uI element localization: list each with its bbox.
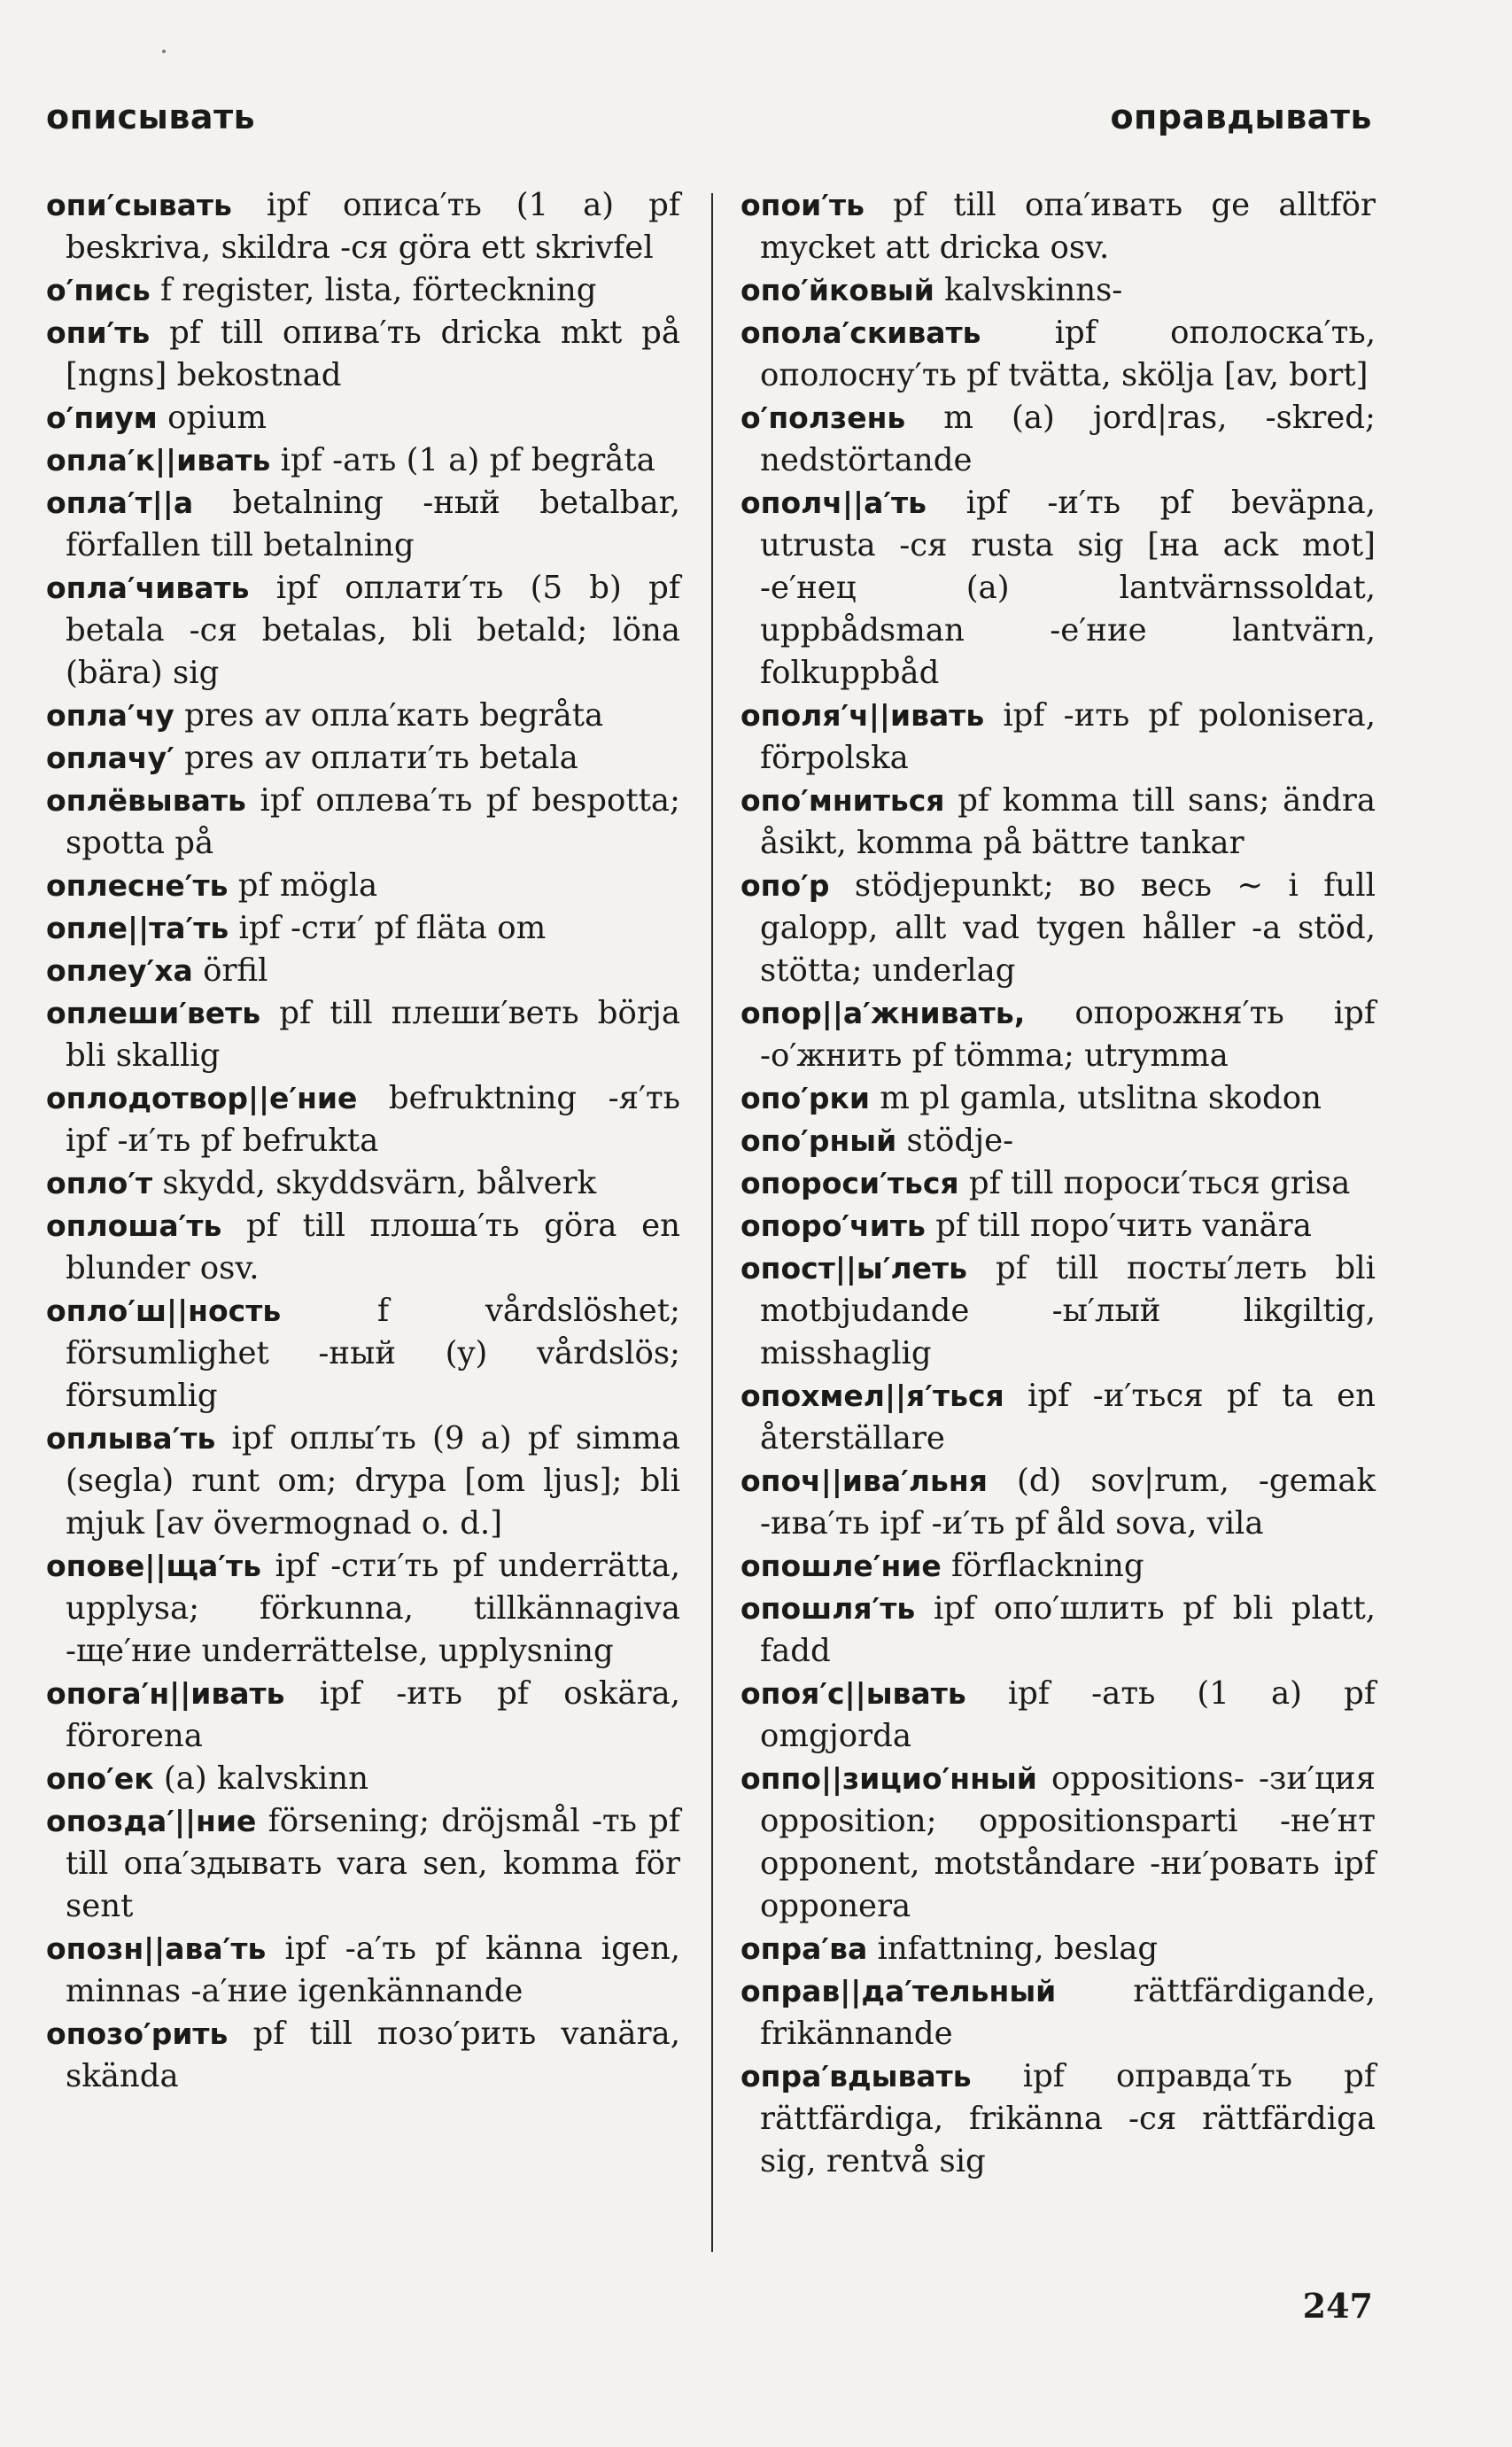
headword: опла′чу bbox=[46, 698, 174, 733]
entry-left-7: опла′чивать ipf оплати′ть (5 b) pf betala -ся betalas, bli betald; löna (bära) sig bbox=[46, 570, 680, 691]
entry-right-12: опороси′ться pf till пороси′ться grisa bbox=[740, 1165, 1351, 1201]
headword: оплеу′ха bbox=[46, 953, 193, 988]
headword: опозда′||ние bbox=[46, 1804, 257, 1838]
entry-left-23: опозда′||ние försening; dröjsmål -ть pf till опа′здывать vara sen, komma för sent bbox=[46, 1803, 680, 1924]
entry-left-22: опо′ек (a) kalvskinn bbox=[46, 1760, 368, 1797]
entry-right-10: опо′рки m pl gamla, utslitna skodon bbox=[740, 1080, 1322, 1116]
headword: о′пись bbox=[46, 273, 151, 307]
headword: опо′рный bbox=[740, 1123, 897, 1158]
headword: о′пиум bbox=[46, 400, 158, 435]
entry-left-8: опла′чу pres av опла′кать begråta bbox=[46, 697, 604, 734]
entry-left-24: опозн||ава′ть ipf -а′ть pf känna igen, minnas -а′ние igenkännande bbox=[46, 1930, 680, 2009]
headword: опи′сывать bbox=[46, 188, 232, 222]
left-column bbox=[46, 184, 680, 2098]
headword: опои′ть bbox=[740, 188, 865, 222]
entry-right-1: опои′ть pf till опа′ивать ge alltför mycket att dricka osv. bbox=[740, 187, 1376, 266]
headword: опохмел||я′ться bbox=[740, 1379, 1004, 1413]
entry-left-4: о′пиум opium bbox=[46, 400, 268, 436]
headword: оплёвывать bbox=[46, 783, 246, 818]
headword: опошля′ть bbox=[740, 1591, 916, 1626]
headword: оппо||зицио′нный bbox=[740, 1761, 1037, 1796]
entry-left-18: оплo′ш||ность f vårdslöshet; försumlighet -ный (y) vårdslös; försumlig bbox=[46, 1293, 680, 1414]
entry-right-14: опост||ы′леть pf till посты′леть bli motbjudande -ы′лый likgiltig, misshaglig bbox=[740, 1250, 1376, 1371]
entry-right-9: опор||а′жнивать, опорожня′ть ipf -о′жнить pf tömma; utrymma bbox=[740, 995, 1376, 1074]
entry-right-21: опра′ва infattning, beslag bbox=[740, 1930, 1159, 1967]
entry-right-6: ополя′ч||ивать ipf -ить pf polonisera, förpolska bbox=[740, 697, 1376, 776]
entry-right-2: опо′йковый kalvskinns- bbox=[740, 272, 1123, 308]
entry-left-12: опле||та′ть ipf -сти′ pf fläta om bbox=[46, 910, 547, 946]
headword: опор||а′жнивать, bbox=[740, 996, 1026, 1030]
entry-right-18: опошля′ть ipf опо′шлить pf bli platt, fadd bbox=[740, 1590, 1376, 1669]
headword: оплo′ш||ность bbox=[46, 1293, 282, 1328]
entry-left-16: оплo′т skydd, skyddsvärn, bålverk bbox=[46, 1165, 597, 1201]
entry-left-25: опозо′рить pf till позо′рить vanära, skända bbox=[46, 2016, 680, 2094]
headword: опра′ва bbox=[740, 1931, 868, 1966]
headword: ополя′ч||ивать bbox=[740, 698, 985, 733]
headword: опи′ть bbox=[46, 315, 151, 350]
headword: оплеши′веть bbox=[46, 996, 261, 1030]
entry-right-3: опола′скивать ipf ополоска′ть, ополосну′ть pf tvätta, skölja [av, bort] bbox=[740, 315, 1376, 393]
headword: опозо′рить bbox=[46, 2016, 229, 2051]
right-column bbox=[740, 184, 1376, 2183]
headword: опо′ек bbox=[46, 1761, 154, 1796]
headword: оплыва′ть bbox=[46, 1421, 216, 1456]
entry-right-23: опра′вдывать ipf оправда′ть pf rättfärdiga, frikänna -ся rättfärdiga sig, rentvå sig bbox=[740, 2058, 1376, 2179]
headword: опороси′ться bbox=[740, 1166, 959, 1200]
headword: опога′н||ивать bbox=[46, 1676, 285, 1711]
headword: оплесне′ть bbox=[46, 868, 229, 903]
entry-left-11: оплесне′ть pf mögla bbox=[46, 867, 378, 904]
entry-right-5: ополч||а′ть ipf -и′ть pf beväpna, utrusta -ся rusta sig [на ack mot] -е′нец (a) lantvärnssoldat, uppbådsman -е′ние lantvärn, folkuppbåd bbox=[740, 485, 1376, 691]
entry-right-22: оправ||да′тельный rättfärdigande, frikännande bbox=[740, 1973, 1376, 2052]
page-number: 247 bbox=[1302, 2286, 1373, 2326]
left-guide-word: описывать bbox=[46, 97, 256, 136]
entry-right-8: опо′р stödjepunkt; во весь ~ i full galopp, allt vad tygen håller -а stöd, stötta; underlag bbox=[740, 867, 1376, 989]
headword: опозн||ава′ть bbox=[46, 1931, 267, 1966]
headword: оплачу′ bbox=[46, 741, 174, 775]
headword: опоя′с||ывать bbox=[740, 1676, 966, 1711]
entry-left-19: оплыва′ть ipf оплы′ть (9 a) pf simma (segla) runt om; drypa [om ljus]; bli mjuk [av övermognad o. d.] bbox=[46, 1420, 680, 1542]
entry-right-15: опохмел||я′ться ipf -и′ться pf ta en återställare bbox=[740, 1378, 1376, 1457]
headword: оплo′т bbox=[46, 1166, 153, 1200]
entry-left-15: оплодотвор||е′ние befruktning -я′ть ipf -и′ть pf befrukta bbox=[46, 1080, 680, 1159]
entry-right-7: опо′мниться pf komma till sans; ändra åsikt, komma på bättre tankar bbox=[740, 782, 1376, 861]
entry-right-4: о′ползень m (a) jord|ras, -skred; nedstörtande bbox=[740, 400, 1376, 478]
headword: опо′рки bbox=[740, 1081, 870, 1115]
entry-right-16: опоч||ива′льня (d) sov|rum, -gemak -ива′ть ipf -и′ть pf åld sova, vila bbox=[740, 1463, 1376, 1542]
headword: опра′вдывать bbox=[740, 2059, 972, 2094]
entry-left-21: опога′н||ивать ipf -ить pf oskära, förorena bbox=[46, 1675, 680, 1754]
headword: опошле′ние bbox=[740, 1549, 942, 1583]
column-divider bbox=[711, 193, 713, 2252]
headword: оплодотвор||е′ние bbox=[46, 1081, 358, 1115]
headword: опо′йковый bbox=[740, 273, 934, 307]
print-speck bbox=[162, 50, 166, 53]
entry-left-13: оплеу′ха örfil bbox=[46, 952, 268, 989]
headword: опове||ща′ть bbox=[46, 1549, 261, 1583]
headword: опоро′чить bbox=[740, 1208, 926, 1243]
entry-left-20: опове||ща′ть ipf -сти′ть pf underrätta, upplysa; förkunna, tillkännagiva -ще′ние underrättelse, upplysning bbox=[46, 1548, 680, 1669]
headword: опост||ы′леть bbox=[740, 1251, 968, 1286]
headword: о′ползень bbox=[740, 400, 906, 435]
entry-left-14: оплеши′веть pf till плеши′веть börja bli skallig bbox=[46, 995, 680, 1074]
headword: опле||та′ть bbox=[46, 911, 229, 945]
headword: опоч||ива′льня bbox=[740, 1464, 988, 1498]
entry-right-13: опоро′чить pf till поро′чить vanära bbox=[740, 1208, 1312, 1244]
entry-left-2: о′пись f register, lista, förteckning bbox=[46, 272, 597, 308]
headword: опо′р bbox=[740, 868, 830, 903]
headword: опола′скивать bbox=[740, 315, 981, 350]
entry-left-9: оплачу′ pres av оплати′ть betala bbox=[46, 740, 578, 776]
entry-left-10: оплёвывать ipf оплева′ть pf bespotta; spotta på bbox=[46, 782, 680, 861]
entry-right-20: оппо||зицио′нный oppositions- -зи′ция opposition; oppositionsparti -не′нт opponent, motståndare -ни′ровать ipf opponera bbox=[740, 1760, 1376, 1924]
headword: опо′мниться bbox=[740, 783, 945, 818]
entry-left-6: опла′т||а betalning -ный betalbar, förfallen till betalning bbox=[46, 485, 680, 563]
headword: опла′чивать bbox=[46, 571, 250, 605]
headword: оправ||да′тельный bbox=[740, 1974, 1057, 2008]
right-guide-word: оправдывать bbox=[1110, 97, 1372, 136]
headword: ополч||а′ть bbox=[740, 486, 927, 520]
headword: оплоша′ть bbox=[46, 1208, 222, 1243]
entry-left-1: опи′сывать ipf описа′ть (1 a) pf beskriva, skildra -ся göra ett skrivfel bbox=[46, 187, 680, 266]
entry-right-11: опо′рный stödje- bbox=[740, 1123, 1014, 1159]
entry-left-3: опи′ть pf till опива′ть dricka mkt på [ngns] bekostnad bbox=[46, 315, 680, 393]
entry-left-5: опла′к||ивать ipf -ать (1 a) pf begråta bbox=[46, 442, 655, 478]
entry-right-19: опоя′с||ывать ipf -ать (1 a) pf omgjorda bbox=[740, 1675, 1376, 1754]
headword: опла′т||а bbox=[46, 486, 194, 520]
headword: опла′к||ивать bbox=[46, 443, 271, 478]
entry-right-17: опошле′ние förflackning bbox=[740, 1548, 1144, 1584]
entry-left-17: оплоша′ть pf till плоша′ть göra en blunder osv. bbox=[46, 1208, 680, 1286]
